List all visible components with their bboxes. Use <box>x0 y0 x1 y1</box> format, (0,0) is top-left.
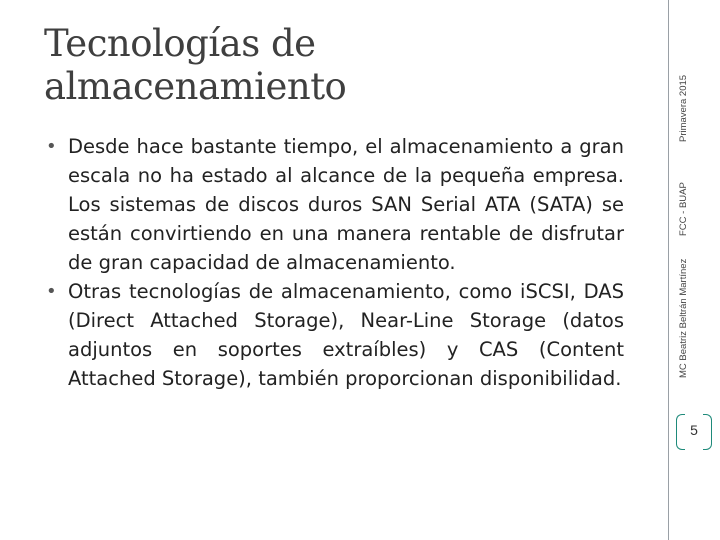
faculty-label: FCC - BUAP <box>678 182 689 236</box>
bullet-text: Otras tecnologías de almacenamiento, como iSCSI, DAS (Direct Attached Storage), Near-Line Storage (datos adjuntos en soportes extraíbles) y CAS (Content Attached Storage), también proporcionan disponibilidad. <box>68 280 624 390</box>
sidebar-divider <box>668 0 669 540</box>
slide-title <box>44 22 654 108</box>
slide-body <box>46 132 624 393</box>
semester-label: Primavera 2015 <box>678 74 689 142</box>
page-number-badge <box>676 414 712 450</box>
bullet-item <box>46 277 624 393</box>
author-label: MC Beatriz Beltrán Martínez <box>678 258 689 378</box>
bullet-text: Desde hace bastante tiempo, el almacenamiento a gran escala no ha estado al alcance de la pequeña empresa. Los sistemas de discos duros SAN Serial ATA (SATA) se están convirtiendo en una manera rentable de disfrutar de gran capacidad de almacenamiento. <box>68 135 624 274</box>
bullet-marker: • <box>46 281 57 302</box>
page-number: 5 <box>690 422 698 438</box>
title-line-1: Tecnologías de <box>44 22 316 65</box>
bullet-marker: • <box>46 136 57 157</box>
title-line-2: almacenamiento <box>44 65 347 108</box>
bullet-item <box>46 132 624 277</box>
sidebar <box>668 0 720 540</box>
